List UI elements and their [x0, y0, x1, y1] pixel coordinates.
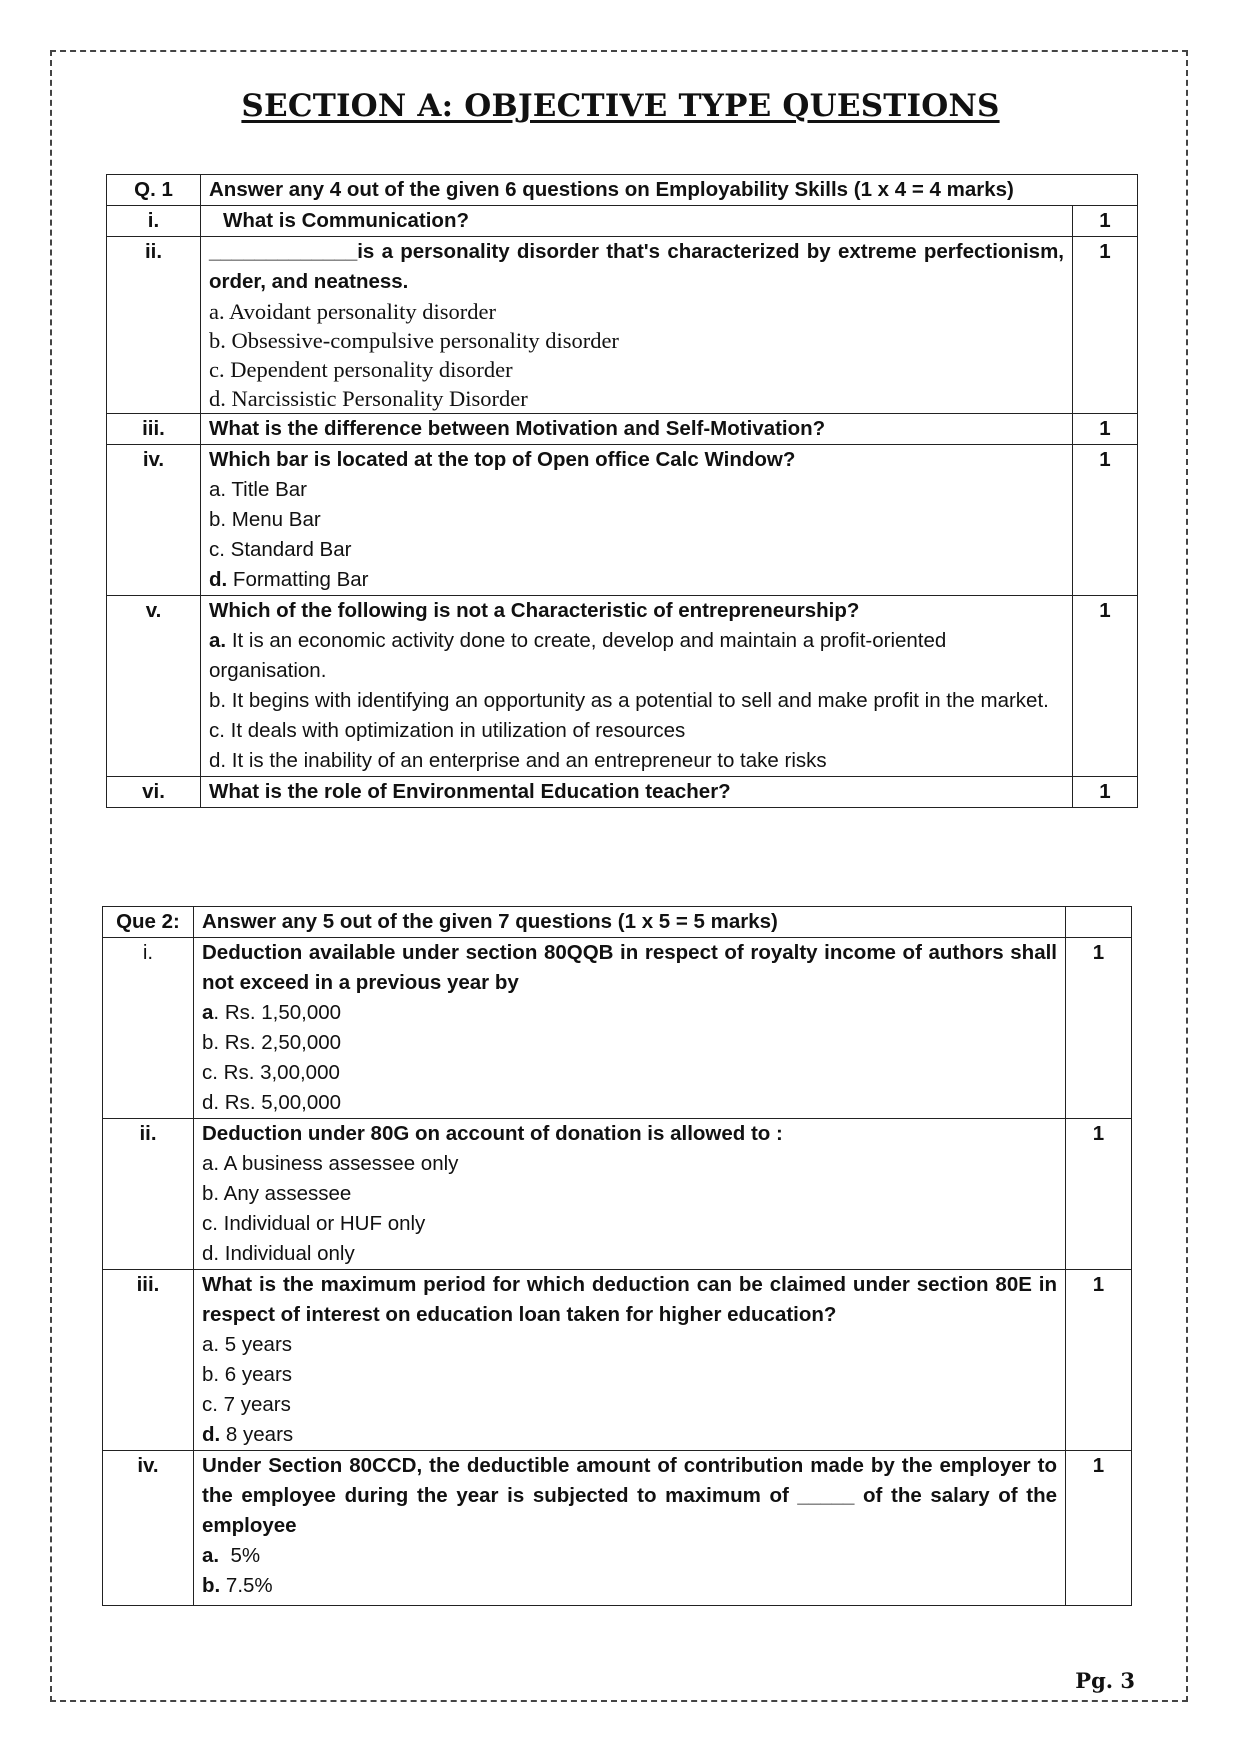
option-prefix: d. — [209, 568, 228, 591]
item-marks: 1 — [1066, 1270, 1132, 1451]
option: d. Narcissistic Personality Disorder — [209, 386, 528, 411]
option-text: 8 years — [225, 1423, 294, 1446]
option-text: Formatting Bar — [232, 568, 369, 591]
option-text: 5% — [230, 1544, 261, 1567]
item-number: vi. — [107, 777, 201, 808]
item-number: i. — [103, 938, 194, 1119]
item-question: Deduction available under section 80QQB in respect of royalty income of authors shall not exceed in a previous year by — [202, 941, 1057, 994]
option-text: Rs. 1,50,000 — [224, 1001, 342, 1024]
item-number: iv. — [107, 445, 201, 596]
option: c. Individual or HUF only — [202, 1212, 426, 1235]
item-number: i. — [107, 206, 201, 237]
option — [202, 1541, 1057, 1571]
option: d. Rs. 5,00,000 — [202, 1091, 342, 1114]
item-question: What is the difference between Motivation and Self-Motivation? — [201, 414, 1073, 445]
option: b. Obsessive-compulsive personality disorder — [209, 328, 619, 353]
item-content — [201, 445, 1073, 596]
item-marks: 1 — [1073, 777, 1138, 808]
option: c. Rs. 3,00,000 — [202, 1061, 340, 1084]
item-number: ii. — [103, 1119, 194, 1270]
option-prefix: a. — [209, 629, 227, 652]
item-content — [194, 1451, 1066, 1606]
option: b. 6 years — [202, 1363, 293, 1386]
option-prefix: a — [202, 1001, 214, 1024]
table-row — [103, 1119, 1132, 1270]
table-row — [103, 938, 1132, 1119]
table-row — [103, 907, 1132, 938]
table-row — [107, 414, 1138, 445]
table-row — [107, 445, 1138, 596]
item-content — [194, 938, 1066, 1119]
option: d. Individual only — [202, 1242, 355, 1265]
option: c. Dependent personality disorder — [209, 357, 513, 382]
question-heading: Answer any 5 out of the given 7 questions (1 x 5 = 5 marks) — [194, 907, 1066, 938]
item-marks: 1 — [1073, 206, 1138, 237]
item-number: ii. — [107, 237, 201, 414]
option-prefix: b. — [202, 1574, 221, 1597]
option — [202, 1571, 1057, 1601]
question-1-table — [106, 174, 1138, 808]
item-content — [201, 237, 1073, 414]
item-marks: 1 — [1073, 596, 1138, 777]
option — [202, 1420, 1057, 1450]
question-heading: Answer any 4 out of the given 6 questions on Employability Skills (1 x 4 = 4 marks) — [201, 175, 1138, 206]
item-marks: 1 — [1073, 237, 1138, 414]
option-prefix: d. — [202, 1423, 221, 1446]
item-content — [201, 596, 1073, 777]
item-number: iv. — [103, 1451, 194, 1606]
item-marks: 1 — [1066, 1119, 1132, 1270]
item-content — [194, 1119, 1066, 1270]
item-question: What is the maximum period for which deduction can be claimed under section 80E in respect of interest on education loan taken for higher education? — [202, 1273, 1057, 1326]
item-question: Which bar is located at the top of Open office Calc Window? — [209, 448, 796, 471]
table-row — [107, 206, 1138, 237]
item-question: What is the role of Environmental Education teacher? — [201, 777, 1073, 808]
option: a. Rs. 1,50,000 — [202, 1001, 342, 1024]
option-prefix: a. — [202, 1544, 220, 1567]
option: b. Rs. 2,50,000 — [202, 1031, 342, 1054]
option: a. 5 years — [202, 1333, 293, 1356]
option: b. It begins with identifying an opportunity as a potential to sell and make profit in the market. — [209, 689, 1049, 712]
option: a. Title Bar — [209, 478, 307, 501]
item-number: iii. — [107, 414, 201, 445]
item-question: Under Section 80CCD, the deductible amount of contribution made by the employer to the employee during the year is subjected to maximum of _____ of the salary of the employee — [202, 1454, 1057, 1537]
item-question: _____________is a personality disorder that's characterized by extreme perfectionism, order, and neatness. — [209, 240, 1064, 293]
option: c. It deals with optimization in utilization of resources — [209, 719, 686, 742]
option: a. A business assessee only — [202, 1152, 459, 1175]
option-text: 7.5% — [225, 1574, 273, 1597]
item-marks: 1 — [1066, 938, 1132, 1119]
option: c. Standard Bar — [209, 538, 352, 561]
item-marks: 1 — [1073, 445, 1138, 596]
option: d. It is the inability of an enterprise and an entrepreneur to take risks — [209, 749, 827, 772]
question-label: Q. 1 — [107, 175, 201, 206]
item-question: Which of the following is not a Characteristic of entrepreneurship? — [209, 599, 860, 622]
table-row — [107, 237, 1138, 414]
option-text: It is an economic activity done to create, develop and maintain a profit-oriented organisation. — [209, 629, 947, 682]
page-number: Pg. 3 — [1075, 1668, 1135, 1693]
option — [209, 626, 1064, 686]
item-marks: 1 — [1066, 1451, 1132, 1606]
section-title: SECTION A: OBJECTIVE TYPE QUESTIONS — [241, 88, 1000, 124]
option: b. Menu Bar — [209, 508, 321, 531]
item-number: iii. — [103, 1270, 194, 1451]
table-row — [107, 596, 1138, 777]
question-label: Que 2: — [103, 907, 194, 938]
item-question: What is Communication? — [201, 206, 1073, 237]
option — [209, 565, 1064, 595]
option: c. 7 years — [202, 1393, 291, 1416]
item-question: Deduction under 80G on account of donation is allowed to : — [202, 1122, 783, 1145]
option: a. Avoidant personality disorder — [209, 299, 497, 324]
table-row — [103, 1451, 1132, 1606]
table-row — [107, 175, 1138, 206]
table-row — [103, 1270, 1132, 1451]
option: b. Any assessee — [202, 1182, 352, 1205]
table-row — [107, 777, 1138, 808]
item-marks: 1 — [1073, 414, 1138, 445]
item-number: v. — [107, 596, 201, 777]
empty-marks-cell — [1066, 907, 1132, 938]
question-2-table — [102, 906, 1132, 1606]
item-content — [194, 1270, 1066, 1451]
